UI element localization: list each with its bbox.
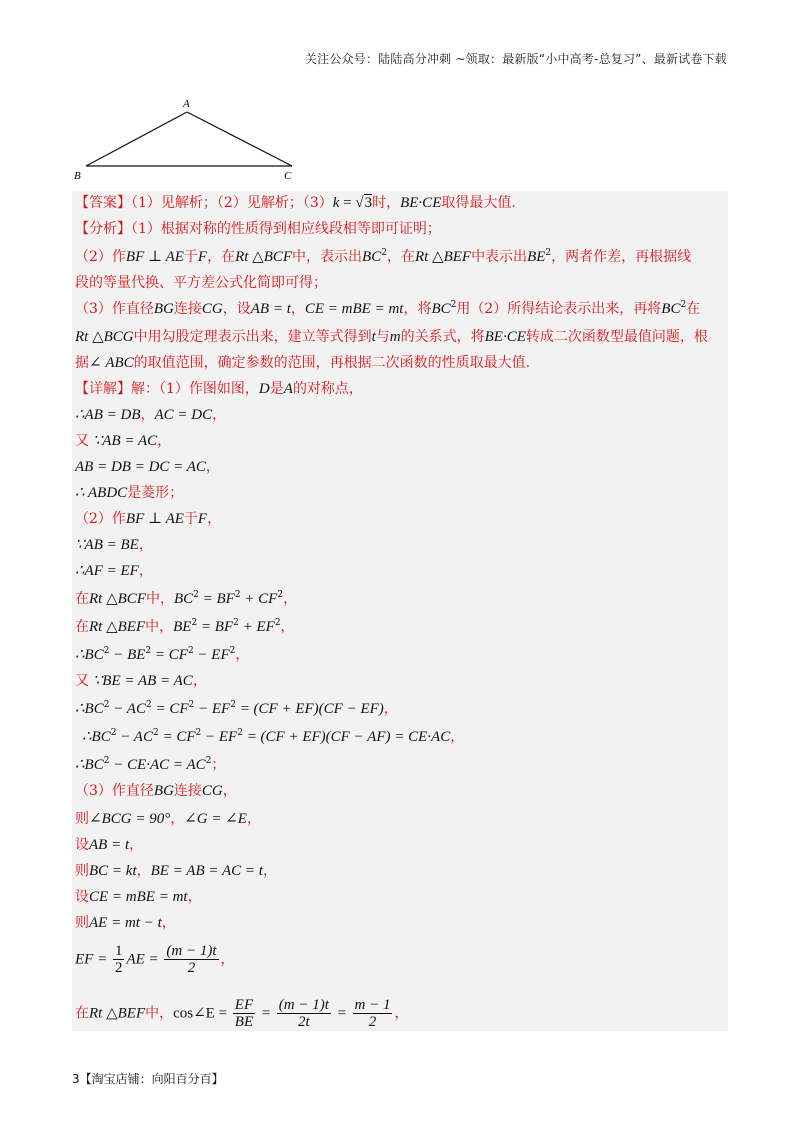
side-ab	[86, 112, 187, 166]
analysis-tag: 【分析】	[75, 221, 131, 237]
label-b: B	[74, 170, 81, 182]
detail-line-6: （2）作BF ⊥ AE于F，	[75, 511, 222, 527]
fraction-m-minus-1-t-over-2t: $\frac{(m - 1)t}{2t}$	[278, 997, 329, 1030]
detail-line-22: EF = $\frac{1}{2}$ AE = $\frac{(m - 1)t}{2}$ ，	[75, 943, 235, 976]
fraction-m-minus-1-over-2: $\frac{m - 1}{2}$	[354, 997, 391, 1030]
page-header: 关注公众号：陆陆高分冲刺 ~领取：最新版“小中高考-总复习”、最新试卷下载	[304, 52, 727, 66]
detail-line-12: 又 ∵BE = AB = AC，	[75, 673, 207, 689]
fraction-half: $\frac{1}{2}$	[114, 943, 123, 976]
detail-line-17: 则∠BCG = 90°，∠G = ∠E，	[75, 811, 261, 827]
detail-line-3: 又 ∵AB = AC，	[75, 433, 172, 449]
detail-line-10: 在Rt △BEF中，$BE^2 = BF^2 + EF^2$，	[75, 618, 295, 635]
detail-line-15: $\therefore BC^2 - CE\cdot AC = AC^2$；	[75, 756, 226, 773]
analysis-line-1: 【分析】（1）根据对称的性质得到相应线段相等即可证明；	[75, 221, 441, 237]
detail-line-13: $\therefore BC^2 - AC^2 = CF^2 - EF^2 = (CF + EF)(CF - EF)$，	[75, 700, 398, 717]
analysis-line-2: （2）作BF ⊥ AE于F，在Rt △BCF中，表示出$BC^2$，在Rt △BEF中表示出$BE^2$，两者作差，再根据线	[75, 248, 692, 265]
triangle-figure	[70, 92, 310, 184]
detail-line-23: 在Rt △BEF中，cos∠E = $\frac{EF}{BE}$ = $\frac{(m - 1)t}{2t}$ = $\frac{m - 1}{2}$ ，	[75, 997, 409, 1030]
detail-line-4: AB = DB = DC = AC，	[75, 459, 220, 475]
detail-line-21: 则AE = mt − t，	[75, 915, 176, 931]
detail-line-14: $\therefore BC^2 - AC^2 = CF^2 - EF^2 = (CF + EF)(CF - AF) = CE\cdot AC$，	[82, 728, 465, 745]
detail-line-1: 【详解】解：（1）作图如图，D是A的对称点，	[75, 381, 363, 397]
detail-line-8: ∴AF = EF，	[75, 563, 153, 579]
detail-line-5: ∴ ABDC是菱形；	[75, 485, 184, 501]
side-ac	[187, 112, 292, 166]
label-c: C	[284, 170, 292, 182]
label-a: A	[183, 98, 190, 110]
answer-line: 【答案】（1）见解析；（2）见解析；（3）k = √3时，BE·CE取得最大值.	[75, 195, 516, 211]
detail-line-18: 设AB = t，	[75, 837, 144, 853]
analysis-line-4: （3）作直径BG连接CG，设AB = t，CE = mBE = mt，将$BC^2$用（2）所得结论表示出来，再将$BC^2$在	[75, 300, 701, 317]
detail-line-20: 设CE = mBE = mt，	[75, 889, 202, 905]
fraction-ef-over-be: $\frac{EF}{BE}$	[234, 997, 254, 1030]
detail-line-11: $\therefore BC^2 - BE^2 = CF^2 - EF^2$，	[75, 646, 250, 663]
analysis-line-5: Rt △BCG中用勾股定理表示出来，建立等式得到t与m的关系式，将BE·CE转成二次函数型最值问题，根	[75, 329, 708, 345]
analysis-line-3: 段的等量代换、平方差公式化简即可得；	[75, 275, 327, 291]
solution-panel	[72, 191, 728, 1031]
fraction-m-minus-1-t-over-2: $\frac{(m - 1)t}{2}$	[166, 943, 217, 976]
detail-line-9: 在Rt △BCF中，$BC^2 = BF^2 + CF^2$，	[75, 590, 298, 607]
analysis-line-6: 据∠ ABC的取值范围，确定参数的范围，再根据二次函数的性质取最大值.	[75, 355, 531, 371]
answer-tag: 【答案】	[75, 195, 131, 211]
detail-line-7: ∵AB = BE，	[75, 537, 153, 553]
detail-tag: 【详解】	[75, 381, 131, 397]
detail-line-19: 则BC = kt，BE = AB = AC = t，	[75, 863, 277, 879]
detail-line-16: （3）作直径BG连接CG，	[75, 783, 237, 799]
page-footer: 3【淘宝店铺：向阳百分百】	[72, 1072, 224, 1086]
detail-line-2: ∴AB = DB，AC = DC，	[75, 407, 227, 423]
